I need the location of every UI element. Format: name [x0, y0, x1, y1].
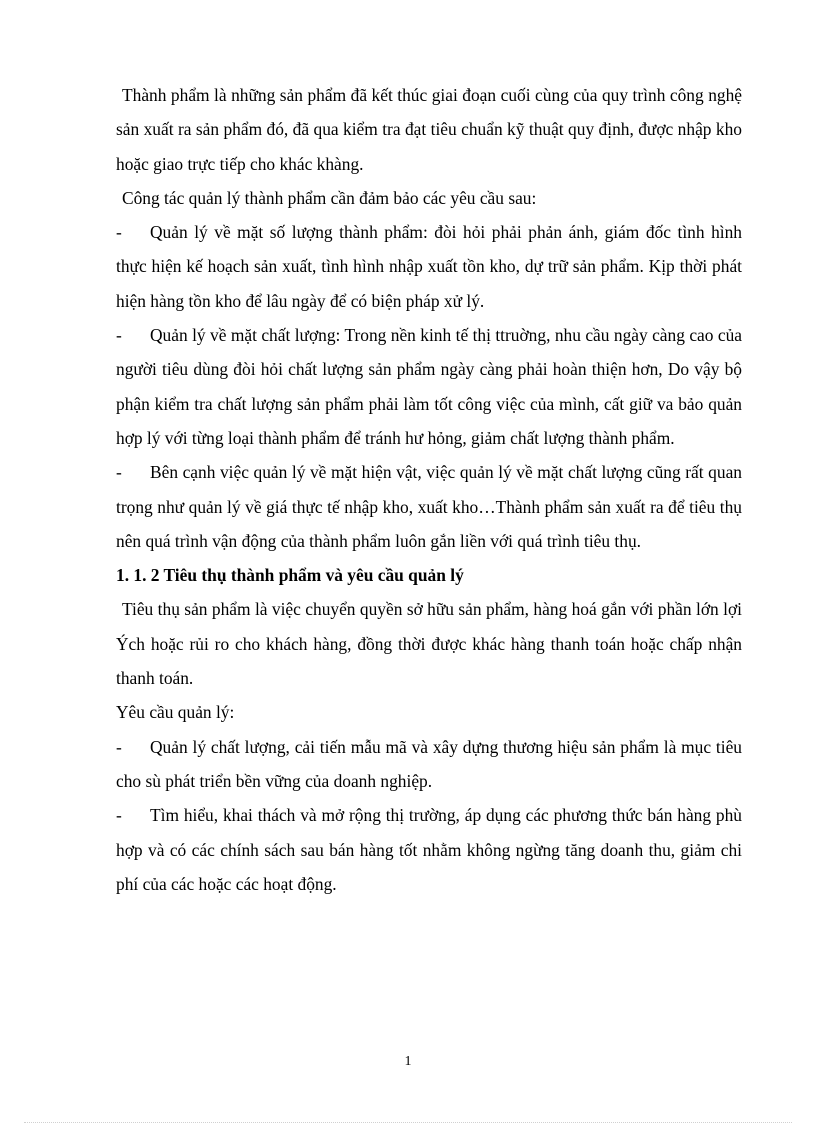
- bullet-item: [116, 318, 742, 455]
- bullet-text: Bên cạnh việc quản lý về mặt hiện vật, việc quản lý về mặt chất lượng cũng rất quan trọng như quản lý về giá thực tế nhập kho, xuất kho…Thành phẩm sản xuất ra để tiêu thụ nên quá trình vận động của thành phẩm luôn gắn liền với quá trình tiêu thụ.: [116, 462, 742, 551]
- bullet-marker: -: [116, 462, 122, 483]
- bullet-marker: -: [116, 805, 122, 826]
- paragraph: Công tác quản lý thành phẩm cần đảm bảo các yêu cầu sau:: [122, 187, 537, 208]
- bullet-marker: -: [116, 325, 122, 346]
- section-heading: 1. 1. 2 Tiêu thụ thành phẩm và yêu cầu quản lý: [116, 565, 464, 586]
- bullet-item: [116, 215, 742, 318]
- document-body: [116, 78, 742, 901]
- paragraph: Thành phẩm là những sản phẩm đã kết thúc giai đoạn cuối cùng của quy trình công nghệ sản xuất ra sản phẩm đó, đã qua kiểm tra đạt tiêu chuẩn kỹ thuật quy định, được nhập kho hoặc giao trực tiếp cho khác khàng.: [116, 85, 742, 174]
- bullet-item: [116, 798, 742, 901]
- bullet-text: Quản lý về mặt số lượng thành phẩm: đòi hỏi phải phản ánh, giám đốc tình hình thực hiện kế hoạch sản xuất, tình hình nhập xuất tồn kho, dự trữ sản phẩm. Kịp thời phát hiện hàng tồn kho để lâu ngày để có biện pháp xử lý.: [116, 222, 742, 311]
- bullet-item: [116, 455, 742, 558]
- bullet-item: [116, 730, 742, 799]
- page-number: 1: [404, 1054, 412, 1069]
- bullet-text: Quản lý chất lượng, cải tiến mẫu mã và xây dựng thương hiệu sản phẩm là mục tiêu cho sù phát triển bền vững của doanh nghiệp.: [116, 736, 742, 791]
- bullet-marker: -: [116, 222, 122, 243]
- bullet-text: Tìm hiểu, khai thách và mở rộng thị trường, áp dụng các phương thức bán hàng phù hợp và có các chính sách sau bán hàng tốt nhằm không ngừng tăng doanh thu, giảm chi phí của các hoặc các hoạt động.: [116, 805, 742, 894]
- paragraph: Tiêu thụ sản phẩm là việc chuyển quyền sở hữu sản phẩm, hàng hoá gắn với phần lớn lợi Ých hoặc rủi ro cho khách hàng, đồng thời được khác hàng thanh toán hoặc chấp nhận thanh toán.: [116, 599, 742, 689]
- bullet-text: Quản lý về mặt chất lượng: Trong nền kinh tế thị ttruờng, nhu cầu ngày càng cao của người tiêu dùng đòi hỏi chất lượng sản phẩm ngày càng phải hoàn thiện hơn, Do vậy bộ phận kiểm tra chất lượng sản phẩm phải làm tốt công việc của mình, cất giữ va bảo quản hợp lý với từng loại thành phẩm để tránh hư hỏng, giảm chất lượng thành phẩm.: [116, 325, 742, 448]
- paragraph: Yêu cầu quản lý:: [116, 702, 235, 723]
- bullet-marker: -: [116, 736, 122, 757]
